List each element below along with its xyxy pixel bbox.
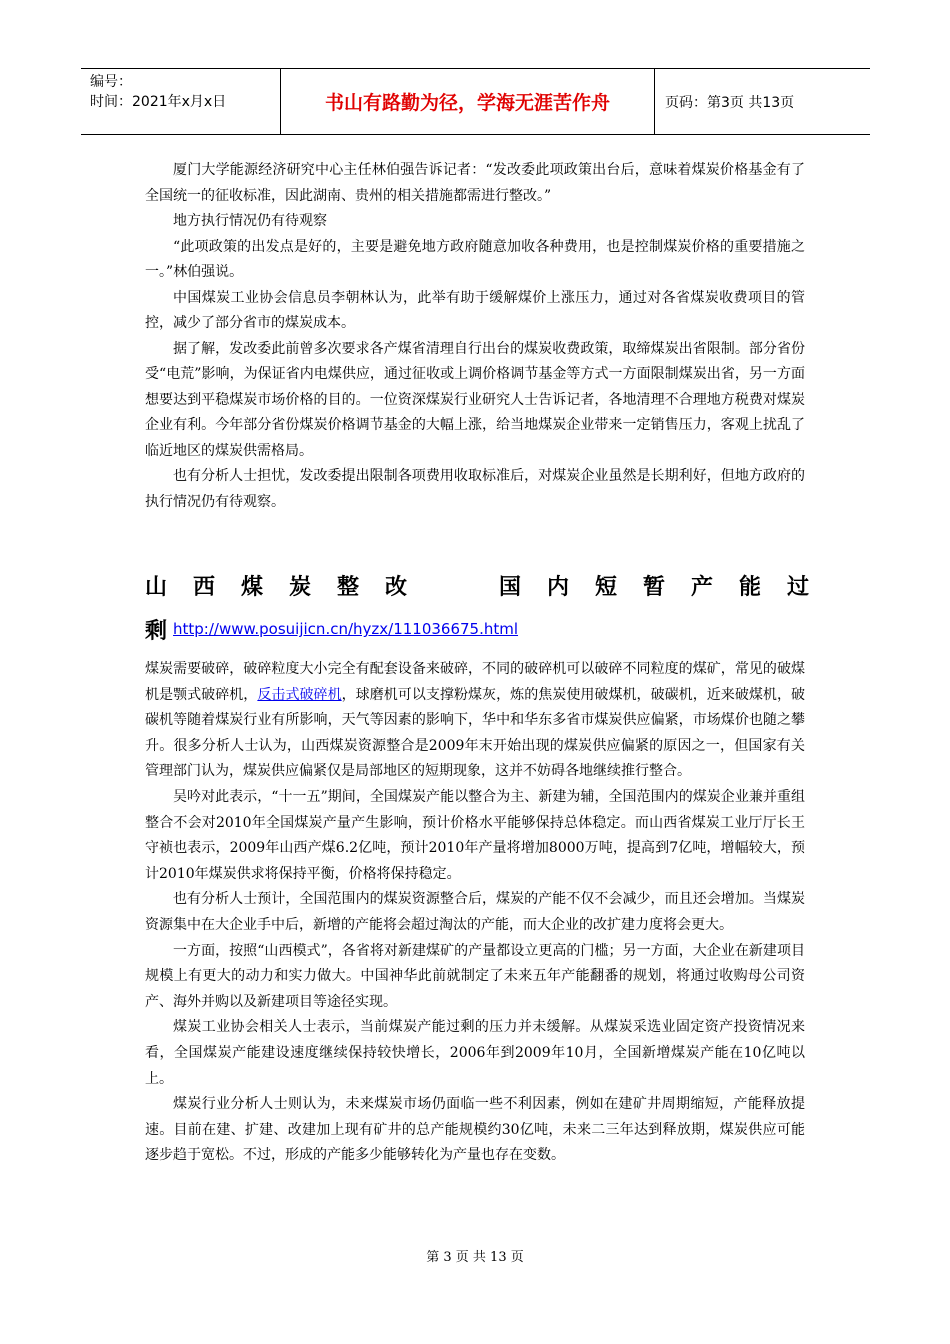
subheading: 地方执行情况仍有待观察 (173, 213, 327, 229)
heading-char: 国 (498, 574, 521, 600)
crusher-link[interactable]: 反击式破碎机 (257, 686, 342, 703)
heading-char: 过 (786, 574, 809, 600)
heading-char: 能 (738, 574, 761, 600)
section2-body (145, 657, 805, 1169)
article-heading (145, 563, 809, 651)
paragraph: 吴吟对此表示，“十一五”期间，全国煤炭产能以整合为主、新建为辅，全国范围内的煤炭企业兼并重组整合不会对2010年全国煤炭产量产生影响，预计价格水平能够保持总体稳定。而山西省煤炭工业厅厅长王守祯也表示，2009年山西产煤6.2亿吨，预计2010年产量将增加8000万吨，提高到7亿吨，增幅较大，预计2010年煤炭供求将保持平衡，价格将保持稳定。 (145, 788, 805, 882)
paragraph (145, 657, 805, 785)
section1-body (145, 158, 805, 515)
heading-char: 山 (145, 574, 168, 600)
paragraph: 据了解，发改委此前曾多次要求各产煤省清理自行出台的煤炭收费政策，取缔煤炭出省限制。部分省份受“电荒”影响，为保证省内电煤供应，通过征收或上调价格调节基金等方式一方面限制煤炭出省，另一方面想要达到平稳煤炭市场价格的目的。一位资深煤炭行业研究人士告诉记者，各地清理不合理地方税费对煤炭企业有利。今年部分省份煤炭价格调节基金的大幅上涨，给当地煤炭企业带来一定销售压力，客观上扰乱了临近地区的煤炭供需格局。 (145, 340, 805, 459)
paragraph-text: 煤炭需要破碎，破碎粒度大小完全有配套设备来破碎，不同的破碎机可以破碎不同粒度的煤矿，常见的破煤机是颚式破碎机， (145, 661, 805, 703)
page-footer: 第 3 页 共 13 页 (426, 1250, 524, 1265)
heading-char: 暂 (642, 574, 665, 600)
heading-char: 改 (385, 574, 408, 600)
header-meta (81, 69, 281, 134)
heading-char: 短 (594, 574, 617, 600)
document-number: 编号： (90, 74, 132, 90)
heading-char: 煤 (241, 574, 264, 600)
heading-char: 西 (193, 574, 216, 600)
document-date: 时间：2021年x月x日 (90, 94, 227, 110)
paragraph-text: ，球磨机可以支撑粉煤灰，炼的焦炭使用破煤机，破碳机，近来破煤机，破碳机等随着煤炭行业有所影响，天气等因素的影响下，华中和华东多省市煤炭供应偏紧，市场煤价也随之攀升。很多分析人士认为，山西煤炭资源整合是2009年末开始出现的煤炭供应偏紧的原因之一，但国家有关管理部门认为，煤炭供应偏紧仅是局部地区的短期现象，这并不妨碍各地继续推行整合。 (145, 686, 806, 780)
paragraph: 中国煤炭工业协会信息员李朝林认为，此举有助于缓解煤价上涨压力，通过对各省煤炭收费项目的管控，减少了部分省市的煤炭成本。 (145, 289, 805, 331)
paragraph: 煤炭行业分析人士则认为，未来煤炭市场仍面临一些不利因素，例如在建矿井周期缩短，产能释放提速。目前在建、扩建、改建加上现有矿井的总产能规模约30亿吨，未来二三年达到释放期，煤炭供应可能逐步趋于宽松。不过，形成的产能多少能够转化为产量也存在变数。 (145, 1096, 805, 1164)
heading-char: 产 (690, 574, 713, 600)
header-motto: 书山有路勤为径，学海无涯苦作舟 (281, 69, 655, 134)
paragraph: “此项政策的出发点是好的，主要是避免地方政府随意加收各种费用，也是控制煤炭价格的重要措施之一。”林伯强说。 (145, 238, 805, 280)
heading-line-1 (145, 563, 809, 607)
source-url-link[interactable]: http://www.posuijicn.cn/hyzx/111036675.html (173, 620, 519, 638)
heading-char: 炭 (289, 574, 312, 600)
page-header (81, 68, 870, 135)
paragraph: 厦门大学能源经济研究中心主任林伯强告诉记者：“发改委此项政策出台后，意味着煤炭价格基金有了全国统一的征收标准，因此湖南、贵州的相关措施都需进行整改。” (145, 162, 805, 204)
heading-line-2 (145, 607, 809, 651)
heading-char: 内 (546, 574, 569, 600)
header-page-info: 页码：第3页 共13页 (665, 94, 795, 111)
paragraph: 一方面，按照“山西模式”，各省将对新建煤矿的产量都设立更高的门槛；另一方面，大企业在新建项目规模上有更大的动力和实力做大。中国神华此前就制定了未来五年产能翻番的规划，将通过收购母公司资产、海外并购以及新建项目等途径实现。 (145, 942, 805, 1010)
paragraph: 煤炭工业协会相关人士表示，当前煤炭产能过剩的压力并未缓解。从煤炭采选业固定资产投资情况来看，全国煤炭产能建设速度继续保持较快增长，2006年到2009年10月，全国新增煤炭产能在10亿吨以上。 (145, 1019, 805, 1087)
paragraph: 也有分析人士预计，全国范围内的煤炭资源整合后，煤炭的产能不仅不会减少，而且还会增加。当煤炭资源集中在大企业手中后，新增的产能将会超过淘汰的产能，而大企业的改扩建力度将会更大。 (145, 891, 805, 933)
paragraph: 也有分析人士担忧，发改委提出限制各项费用收取标准后，对煤炭企业虽然是长期利好，但地方政府的执行情况仍有待观察。 (145, 468, 805, 510)
heading-char: 整 (337, 574, 360, 600)
heading-char: 剩 (145, 618, 168, 644)
